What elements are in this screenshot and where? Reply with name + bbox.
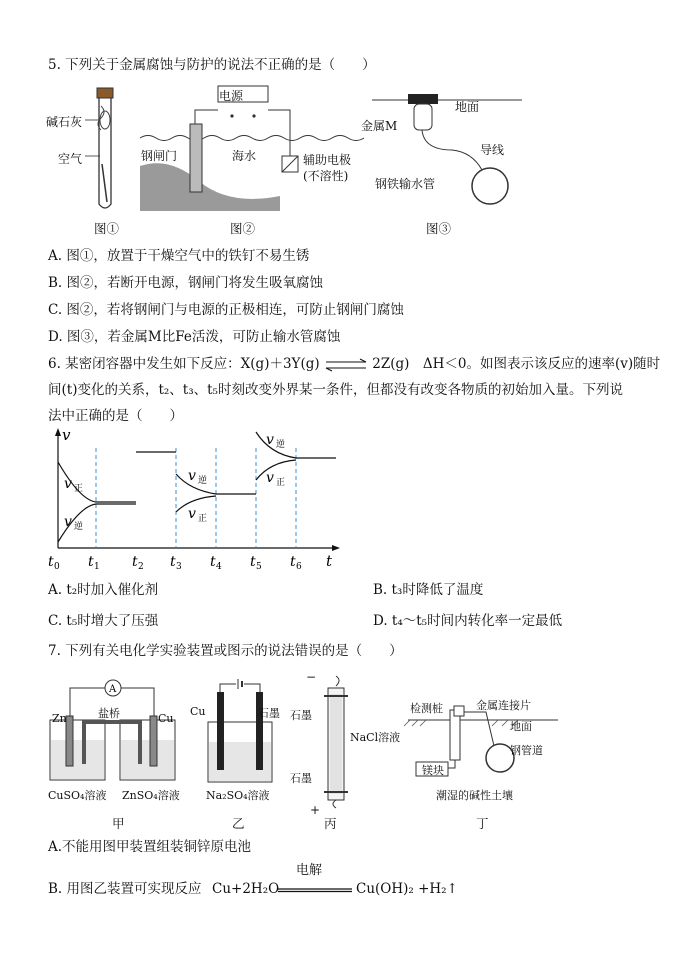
tick-t6: t (290, 554, 296, 570)
equilibrium-arrows-icon (324, 359, 368, 371)
q5-option-c: C. 图②，若将钢闸门与电源的正极相连，可防止钢闸门腐蚀 (48, 302, 404, 318)
tick-t5: t (250, 554, 256, 570)
bing-label-plus: + (310, 803, 321, 817)
bing-label-graphite-bottom: 石墨 (290, 772, 312, 785)
electrolysis-arrow-line (278, 888, 352, 892)
fig1-caption: 图① (94, 221, 120, 236)
fig1-label-soda-lime: 碱石灰 (46, 115, 83, 129)
fig2-label-aux-electrode: 辅助电极 (303, 153, 352, 167)
q6-option-c: C. t₅时增大了压强 (48, 613, 159, 629)
q5-option-b: B. 图②，若断开电源，钢闸门将发生吸氧腐蚀 (48, 275, 324, 291)
fig3-label-pipe: 钢铁输水管 (375, 177, 436, 191)
q7-option-b-rhs: Cu(OH)₂ +H₂↑ (356, 881, 458, 897)
tick-sub-1: 1 (94, 562, 100, 572)
q7-option-a: A.不能用图甲装置组装铜锌原电池 (48, 839, 252, 855)
jia-label-salt-bridge: 盐桥 (98, 707, 120, 720)
yi-label-na2so4: Na₂SO₄溶液 (206, 789, 270, 802)
tick-t1: t (88, 554, 94, 570)
tick-t3: t (170, 554, 176, 570)
bing-label-minus: − (306, 670, 317, 684)
q5-option-d: D. 图③，若金属M比Fe活泼，可防止输水管腐蚀 (48, 329, 341, 345)
ding-label-probe: 检测桩 (410, 702, 443, 715)
jia-caption: 甲 (112, 816, 125, 831)
v-forward-label-3: v (266, 470, 274, 486)
jia-label-cuso4: CuSO₄溶液 (48, 789, 107, 802)
v-reverse-label: v (64, 514, 72, 530)
q6-stem-line1 (48, 355, 660, 373)
fig2-label-insoluble: (不溶性) (303, 169, 349, 183)
ding-caption: 丁 (476, 816, 489, 831)
jia-label-zn: Zn (52, 712, 67, 725)
q6-option-d: D. t₄～t₅时间内转化率一定最低 (373, 613, 563, 629)
v-forward-label: v (64, 476, 72, 492)
y-axis-label: v (62, 426, 71, 444)
q5-stem: 5. 下列关于金属腐蚀与防护的说法不正确的是（ ） (48, 57, 376, 73)
q5-option-a: A. 图①，放置于干燥空气中的铁钉不易生锈 (48, 248, 310, 264)
fig-yi-electrolysis-cell (204, 682, 284, 786)
tick-sub-3: 3 (176, 562, 182, 572)
tick-t2: t (132, 554, 138, 570)
fig1-label-air: 空气 (58, 152, 83, 166)
yi-label-cu: Cu (190, 705, 206, 718)
v-reverse-sub: 逆 (74, 522, 84, 532)
v-forward-sub-2: 正 (198, 514, 208, 524)
v-reverse-label-3: v (266, 432, 274, 448)
svg-text:A: A (109, 684, 117, 695)
v-forward-label-2: v (188, 506, 196, 522)
jia-label-cu: Cu (158, 712, 174, 725)
ding-label-pipe: 钢管道 (510, 744, 543, 757)
fig-jia-galvanic-cell (48, 676, 188, 786)
v-reverse-label-2: v (188, 468, 196, 484)
v-reverse-sub-2: 逆 (198, 476, 208, 486)
q7-option-b-condition: 电解 (296, 863, 323, 878)
q7-option-b-lhs: Cu+2H₂O (212, 881, 280, 897)
ding-label-plate: 金属连接片 (476, 699, 531, 712)
q6-stem-part-a: 6. 某密闭容器中发生如下反应：X(g)＋3Y(g) (48, 356, 320, 372)
rate-time-graph (40, 428, 350, 573)
q7-stem: 7. 下列有关电化学实验装置或图示的说法错误的是（ ） (48, 643, 403, 659)
v-forward-sub: 正 (74, 484, 84, 494)
fig2-caption: 图② (230, 221, 256, 236)
fig2-label-sea: 海水 (232, 149, 257, 163)
tick-sub-2: 2 (138, 562, 144, 572)
q6-stem-line2: 间(t)变化的关系，t₂、t₃、t₅时刻改变外界某一条件，但都没有改变各物质的初始加入量。下列说 (48, 382, 623, 398)
tick-sub-0: 0 (54, 562, 60, 572)
q6-stem-line3: 法中正确的是（ ） (48, 408, 183, 424)
bing-label-graphite-top: 石墨 (290, 709, 312, 722)
bing-caption: 丙 (324, 816, 337, 831)
ding-label-soil: 潮湿的碱性土壤 (436, 789, 513, 802)
jia-label-znso4: ZnSO₄溶液 (122, 789, 180, 802)
ding-label-mg-block: 镁块 (422, 764, 444, 777)
fig2-label-power: 电源 (219, 89, 244, 103)
tick-t0: t (48, 554, 54, 570)
q6-stem-part-b: 2Z(g) ΔH＜0。如图表示该反应的速率(v)随时 (372, 356, 661, 372)
yi-caption: 乙 (232, 816, 245, 831)
v-reverse-sub-3: 逆 (276, 440, 286, 450)
fig3-label-wire: 导线 (480, 143, 505, 157)
fig3-label-metal-m: 金属M (361, 119, 398, 133)
yi-label-graphite: 石墨 (258, 707, 280, 720)
q7-option-b-prefix: B. 用图乙装置可实现反应 (48, 881, 202, 897)
bing-label-nacl: NaCl溶液 (350, 731, 401, 744)
fig3-label-ground: 地面 (455, 100, 480, 114)
q6-option-b: B. t₃时降低了温度 (373, 582, 484, 598)
fig3-caption: 图③ (426, 221, 452, 236)
x-axis-label: t (326, 552, 333, 570)
v-forward-sub-3: 正 (276, 478, 286, 488)
tick-sub-6: 6 (296, 562, 302, 572)
tick-sub-4: 4 (216, 562, 222, 572)
q6-option-a: A. t₂时加入催化剂 (48, 582, 159, 598)
fig2-label-gate: 钢闸门 (141, 149, 178, 163)
tick-t4: t (210, 554, 216, 570)
ding-label-ground: 地面 (510, 720, 532, 733)
tick-sub-5: 5 (256, 562, 262, 572)
